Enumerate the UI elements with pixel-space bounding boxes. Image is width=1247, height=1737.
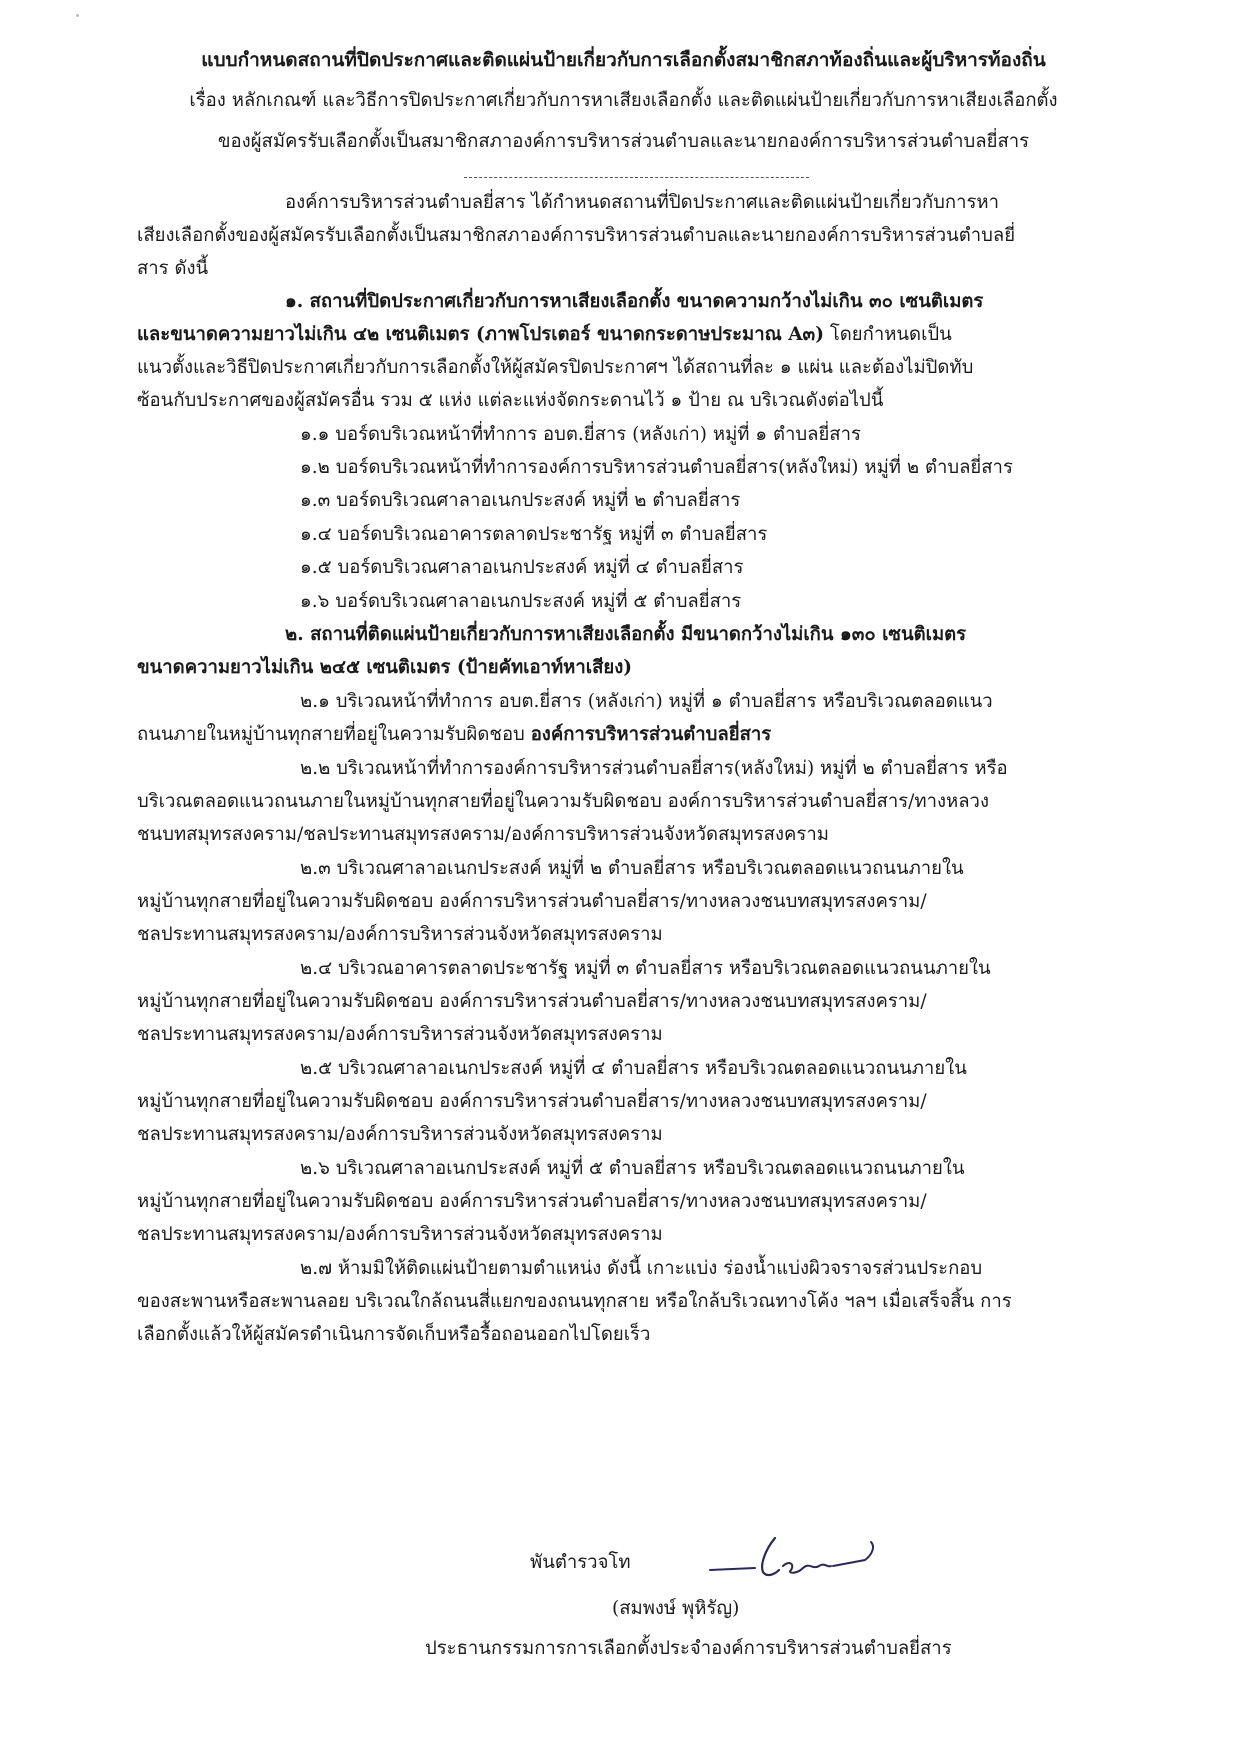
intro-paragraph-line: เสียงเลือกตั้งของผู้สมัครรับเลือกตั้งเป็นสมาชิกสภาองค์การบริหารส่วนตำบลและนายกองค์การบริหารส่วนตำบลยี่	[137, 225, 1016, 246]
document-subject-cont: ของผู้สมัครรับเลือกตั้งเป็นสมาชิกสภาองค์การบริหารส่วนตำบลและนายกองค์การบริหารส่วนตำบลยี่สาร	[217, 131, 1030, 152]
document-subject: เรื่อง หลักเกณฑ์ และวิธีการปิดประกาศเกี่ยวกับการหาเสียงเลือกตั้ง และติดแผ่นป้ายเกี่ยวกับการหาเสียงเลือกตั้ง	[189, 90, 1058, 111]
section-2-item: ๒.๑ บริเวณหน้าที่ทำการ อบต.ยี่สาร (หลังเก่า) หมู่ที่ ๑ ตำบลยี่สาร หรือบริเวณตลอดแนว	[300, 691, 993, 712]
signer-position: ประธานกรรมการการเลือกตั้งประจำองค์การบริหารส่วนตำบลยี่สาร	[425, 1638, 952, 1659]
section-2-item-text: ถนนภายในหมู่บ้านทุกสายที่อยู่ในความรับผิดชอบ	[137, 724, 531, 745]
section-1-item: ๑.๒ บอร์ดบริเวณหน้าที่ทำการองค์การบริหารส่วนตำบลยี่สาร(หลังใหม่) หมู่ที่ ๒ ตำบลยี่สาร	[300, 457, 1013, 478]
section-2-item-cont: เลือกตั้งแล้วให้ผู้สมัครดำเนินการจัดเก็บหรือรื้อถอนออกไปโดยเร็ว	[137, 1324, 651, 1345]
section-1-size-rest: โดยกำหนดเป็น	[823, 324, 952, 345]
section-2-item-cont: หมู่บ้านทุกสายที่อยู่ในความรับผิดชอบ องค์การบริหารส่วนตำบลยี่สาร/ทางหลวงชนบทสมุทรสงคราม/	[137, 1091, 927, 1112]
section-2-item-cont	[137, 720, 771, 750]
section-2-item-cont: ชลประทานสมุทรสงคราม/องค์การบริหารส่วนจังหวัดสมุทรสงคราม	[137, 1124, 663, 1145]
section-1-item: ๑.๔ บอร์ดบริเวณอาคารตลาดประชารัฐ หมู่ที่ ๓ ตำบลยี่สาร	[300, 524, 768, 545]
header-divider	[464, 177, 809, 178]
section-1-item: ๑.๑ บอร์ดบริเวณหน้าที่ทำการ อบต.ยี่สาร (หลังเก่า) หมู่ที่ ๑ ตำบลยี่สาร	[300, 424, 861, 445]
intro-paragraph-line: องค์การบริหารส่วนตำบลยี่สาร ได้กำหนดสถานที่ปิดประกาศและติดแผ่นป้ายเกี่ยวกับการหา	[285, 192, 999, 213]
section-2-item-cont: หมู่บ้านทุกสายที่อยู่ในความรับผิดชอบ องค์การบริหารส่วนตำบลยี่สาร/ทางหลวงชนบทสมุทรสงคราม/	[137, 991, 927, 1012]
intro-paragraph-line: สาร ดังนี้	[137, 258, 209, 279]
section-2-item: ๒.๓ บริเวณศาลาอเนกประสงค์ หมู่ที่ ๒ ตำบลยี่สาร หรือบริเวณตลอดแนวถนนภายใน	[300, 858, 964, 879]
section-1-item: ๑.๖ บอร์ดบริเวณศาลาอเนกประสงค์ หมู่ที่ ๕ ตำบลยี่สาร	[300, 591, 742, 612]
scan-speck	[76, 14, 79, 17]
section-2-item-cont: บริเวณตลอดแนวถนนภายในหมู่บ้านทุกสายที่อยู่ในความรับผิดชอบ องค์การบริหารส่วนตำบลยี่สาร/ทางหลวง	[137, 791, 989, 812]
section-2-item-cont: ของสะพานหรือสะพานลอย บริเวณใกล้ถนนสี่แยกของถนนทุกสาย หรือใกล้บริเวณทางโค้ง ฯลฯ เมื่อเสร็จสิ้น การ	[137, 1291, 1012, 1312]
section-1-line: ซ้อนกับประกาศของผู้สมัครอื่น รวม ๕ แห่ง แต่ละแห่งจัดกระดานไว้ ๑ ป้าย ณ บริเวณดังต่อไปนี้	[137, 390, 884, 411]
section-2-item: ๒.๖ บริเวณศาลาอเนกประสงค์ หมู่ที่ ๕ ตำบลยี่สาร หรือบริเวณตลอดแนวถนนภายใน	[300, 1158, 965, 1179]
section-1-item: ๑.๕ บอร์ดบริเวณศาลาอเนกประสงค์ หมู่ที่ ๔ ตำบลยี่สาร	[300, 557, 744, 578]
section-2-item: ๒.๗ ห้ามมิให้ติดแผ่นป้ายตามตำแหน่ง ดังนี้ เกาะแบ่ง ร่องน้ำแบ่งผิวจราจรส่วนประกอบ	[300, 1258, 983, 1279]
section-1-heading: ๑. สถานที่ปิดประกาศเกี่ยวกับการหาเสียงเลือกตั้ง ขนาดความกว้างไม่เกิน ๓๐ เซนติเมตร	[285, 291, 984, 312]
section-2-item: ๒.๔ บริเวณอาคารตลาดประชารัฐ หมู่ที่ ๓ ตำบลยี่สาร หรือบริเวณตลอดแนวถนนภายใน	[300, 958, 991, 979]
section-2-item-cont: ชลประทานสมุทรสงคราม/องค์การบริหารส่วนจังหวัดสมุทรสงคราม	[137, 924, 663, 945]
section-2-item-cont: ชลประทานสมุทรสงคราม/องค์การบริหารส่วนจังหวัดสมุทรสงคราม	[137, 1024, 663, 1045]
section-1-item: ๑.๓ บอร์ดบริเวณศาลาอเนกประสงค์ หมู่ที่ ๒ ตำบลยี่สาร	[300, 490, 741, 511]
section-2-item-org: องค์การบริหารส่วนตำบลยี่สาร	[530, 724, 772, 745]
section-2-item-cont: หมู่บ้านทุกสายที่อยู่ในความรับผิดชอบ องค์การบริหารส่วนตำบลยี่สาร/ทางหลวงชนบทสมุทรสงคราม/	[137, 891, 927, 912]
section-1-size-text: และขนาดความยาวไม่เกิน ๔๒ เซนติเมตร (ภาพโปรเตอร์ ขนาดกระดาษประมาณ A๓)	[137, 324, 824, 345]
section-2-item-cont: ชลประทานสมุทรสงคราม/องค์การบริหารส่วนจังหวัดสมุทรสงคราม	[137, 1224, 663, 1245]
handwritten-signature	[705, 1530, 885, 1590]
section-2-item: ๒.๕ บริเวณศาลาอเนกประสงค์ หมู่ที่ ๔ ตำบลยี่สาร หรือบริเวณตลอดแนวถนนภายใน	[300, 1058, 967, 1079]
section-2-item: ๒.๒ บริเวณหน้าที่ทำการองค์การบริหารส่วนตำบลยี่สาร(หลังใหม่) หมู่ที่ ๒ ตำบลยี่สาร หรือ	[300, 758, 1008, 779]
section-1-line: แนวตั้งและวิธีปิดประกาศเกี่ยวกับการเลือกตั้งให้ผู้สมัครปิดประกาศฯ ได้สถานที่ละ ๑ แผ่น และต้องไม่ปิดทับ	[137, 357, 974, 378]
section-2-heading: ๒. สถานที่ติดแผ่นป้ายเกี่ยวกับการหาเสียงเลือกตั้ง มีขนาดกว้างไม่เกิน ๑๓๐ เซนติเมตร	[285, 624, 967, 645]
document-title: แบบกำหนดสถานที่ปิดประกาศและติดแผ่นป้ายเกี่ยวกับการเลือกตั้งสมาชิกสภาท้องถิ่นและผู้บริหารท้องถิ่น	[201, 49, 1046, 71]
section-2-item-cont: หมู่บ้านทุกสายที่อยู่ในความรับผิดชอบ องค์การบริหารส่วนตำบลยี่สาร/ทางหลวงชนบทสมุทรสงคราม/	[137, 1191, 927, 1212]
signer-name: (สมพงษ์ พุหิรัญ)	[612, 1598, 740, 1619]
section-2-heading-cont: ขนาดความยาวไม่เกิน ๒๔๕ เซนติเมตร (ป้ายคัทเอาท์หาเสียง)	[137, 657, 632, 678]
section-1-line	[137, 320, 952, 350]
signer-rank: พันตำรวจโท	[530, 1552, 631, 1573]
section-2-item-cont: ชนบทสมุทรสงคราม/ชลประทานสมุทรสงคราม/องค์การบริหารส่วนจังหวัดสมุทรสงคราม	[137, 824, 829, 845]
